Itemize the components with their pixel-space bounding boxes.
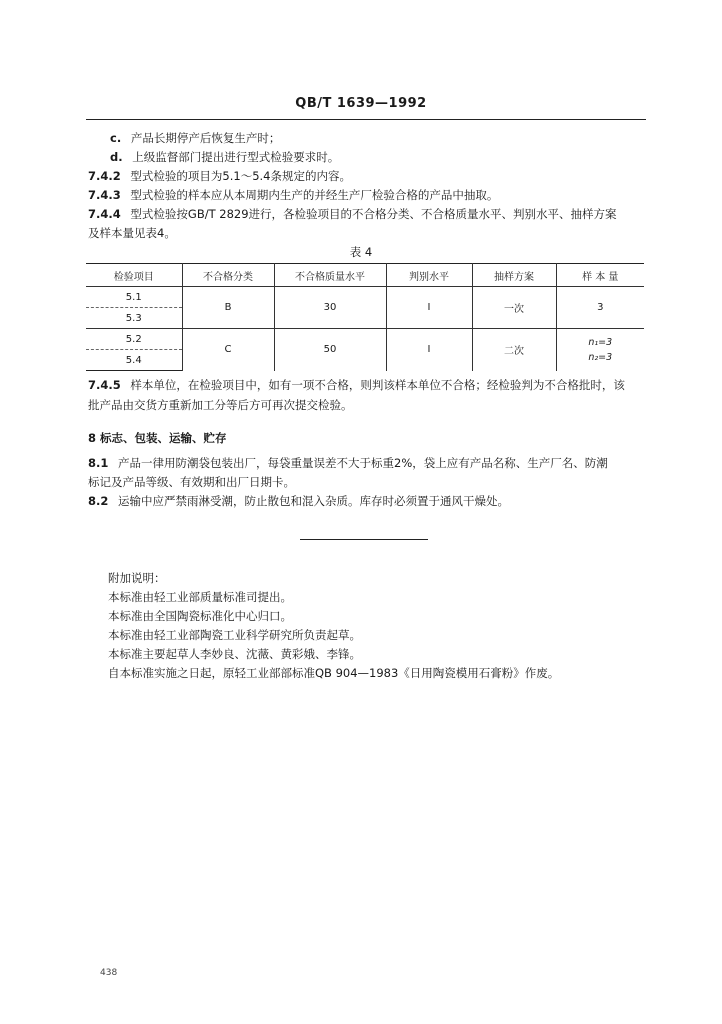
clause-8-1 — [88, 455, 608, 471]
clause-7-4-3 — [88, 187, 498, 203]
sample-size-cell: 3 — [556, 287, 644, 329]
item-cell: 5.1 — [86, 287, 182, 308]
clause-number: 8.2 — [88, 494, 109, 508]
clause-d — [110, 149, 339, 165]
inspection-table — [86, 263, 644, 371]
clause-text: 产品长期停产后恢复生产时； — [130, 131, 281, 145]
sample-size-n2: n₂=3 — [588, 351, 613, 363]
quality-level-cell: 50 — [274, 329, 386, 371]
section-8-title: 8 标志、包装、运输、贮存 — [88, 431, 227, 445]
clause-number: d. — [110, 150, 123, 164]
clause-7-4-5-cont — [88, 397, 353, 413]
note-line: 本标准由轻工业部陶瓷工业科学研究所负责起草。 — [108, 628, 361, 642]
item-cell: 5.4 — [86, 350, 182, 371]
clause-text: 型式检验的样本应从本周期内生产的并经生产厂检验合格的产品中抽取。 — [130, 188, 499, 202]
clause-c — [110, 130, 280, 146]
table-row — [86, 329, 644, 350]
clause-number: 7.4.3 — [88, 188, 121, 202]
quality-level-cell: 30 — [274, 287, 386, 329]
clause-number: c. — [110, 131, 122, 145]
section-divider — [300, 539, 428, 540]
sample-size-n1: n₁=3 — [588, 336, 613, 348]
clause-7-4-4-cont — [88, 225, 176, 241]
header-sampling-scheme: 抽样方案 — [472, 264, 556, 287]
header-rule — [86, 119, 646, 120]
header-nonconformity-class: 不合格分类 — [182, 264, 274, 287]
note-line: 自本标准实施之日起，原轻工业部部标准QB 904—1983《日用陶瓷模用石膏粉》作废。 — [108, 666, 560, 680]
class-cell: B — [182, 287, 274, 329]
header-sample-size: 样 本 量 — [556, 264, 644, 287]
header-inspection-item: 检验项目 — [86, 264, 182, 287]
item-cell: 5.2 — [86, 329, 182, 350]
clause-8-1-cont — [88, 474, 295, 490]
clause-text: 型式检验的项目为5.1～5.4条规定的内容。 — [130, 169, 351, 183]
clause-text: 标记及产品等级、有效期和出厂日期卡。 — [88, 475, 295, 489]
discrimination-level-cell: I — [386, 329, 472, 371]
sampling-scheme-cell: 二次 — [472, 329, 556, 371]
page-number: 438 — [100, 968, 118, 978]
sample-size-cell — [556, 329, 644, 371]
clause-text: 运输中应严禁雨淋受潮，防止散包和混入杂质。库存时必须置于通风干燥处。 — [118, 494, 510, 508]
page-header: QB/T 1639—1992 — [295, 96, 427, 111]
class-cell: C — [182, 329, 274, 371]
clause-number: 7.4.4 — [88, 207, 121, 221]
clause-number: 7.4.5 — [88, 378, 121, 392]
clause-7-4-5 — [88, 377, 625, 393]
note-line: 本标准由轻工业部质量标准司提出。 — [108, 590, 292, 604]
note-line: 本标准由全国陶瓷标准化中心归口。 — [108, 609, 292, 623]
clause-number: 7.4.2 — [88, 169, 121, 183]
table-title: 表 4 — [349, 245, 373, 259]
clause-8-2 — [88, 493, 509, 509]
clause-number: 8.1 — [88, 456, 109, 470]
clause-7-4-4 — [88, 206, 617, 222]
note-line: 本标准主要起草人李妙良、沈薇、黄彩娥、李锋。 — [108, 647, 361, 661]
clause-text: 样本单位，在检验项目中，如有一项不合格，则判该样本单位不合格；经检验判为不合格批时，该 — [130, 378, 625, 392]
clause-text: 产品一律用防潮袋包装出厂，每袋重量误差不大于标重2%，袋上应有产品名称、生产厂名、防潮 — [118, 456, 608, 470]
discrimination-level-cell: I — [386, 287, 472, 329]
sampling-scheme-cell: 一次 — [472, 287, 556, 329]
notes-title: 附加说明： — [108, 571, 166, 585]
table-header-row — [86, 264, 644, 287]
table-row — [86, 287, 644, 308]
clause-7-4-2 — [88, 168, 351, 184]
header-quality-level: 不合格质量水平 — [274, 264, 386, 287]
clause-text: 型式检验按GB/T 2829进行，各检验项目的不合格分类、不合格质量水平、判别水平、抽样方案 — [130, 207, 617, 221]
item-cell: 5.3 — [86, 308, 182, 329]
header-discrimination-level: 判别水平 — [386, 264, 472, 287]
clause-text: 上级监督部门提出进行型式检验要求时。 — [132, 150, 340, 164]
clause-text: 批产品由交货方重新加工分等后方可再次提交检验。 — [88, 398, 353, 412]
clause-text: 及样本量见表4。 — [88, 226, 176, 240]
